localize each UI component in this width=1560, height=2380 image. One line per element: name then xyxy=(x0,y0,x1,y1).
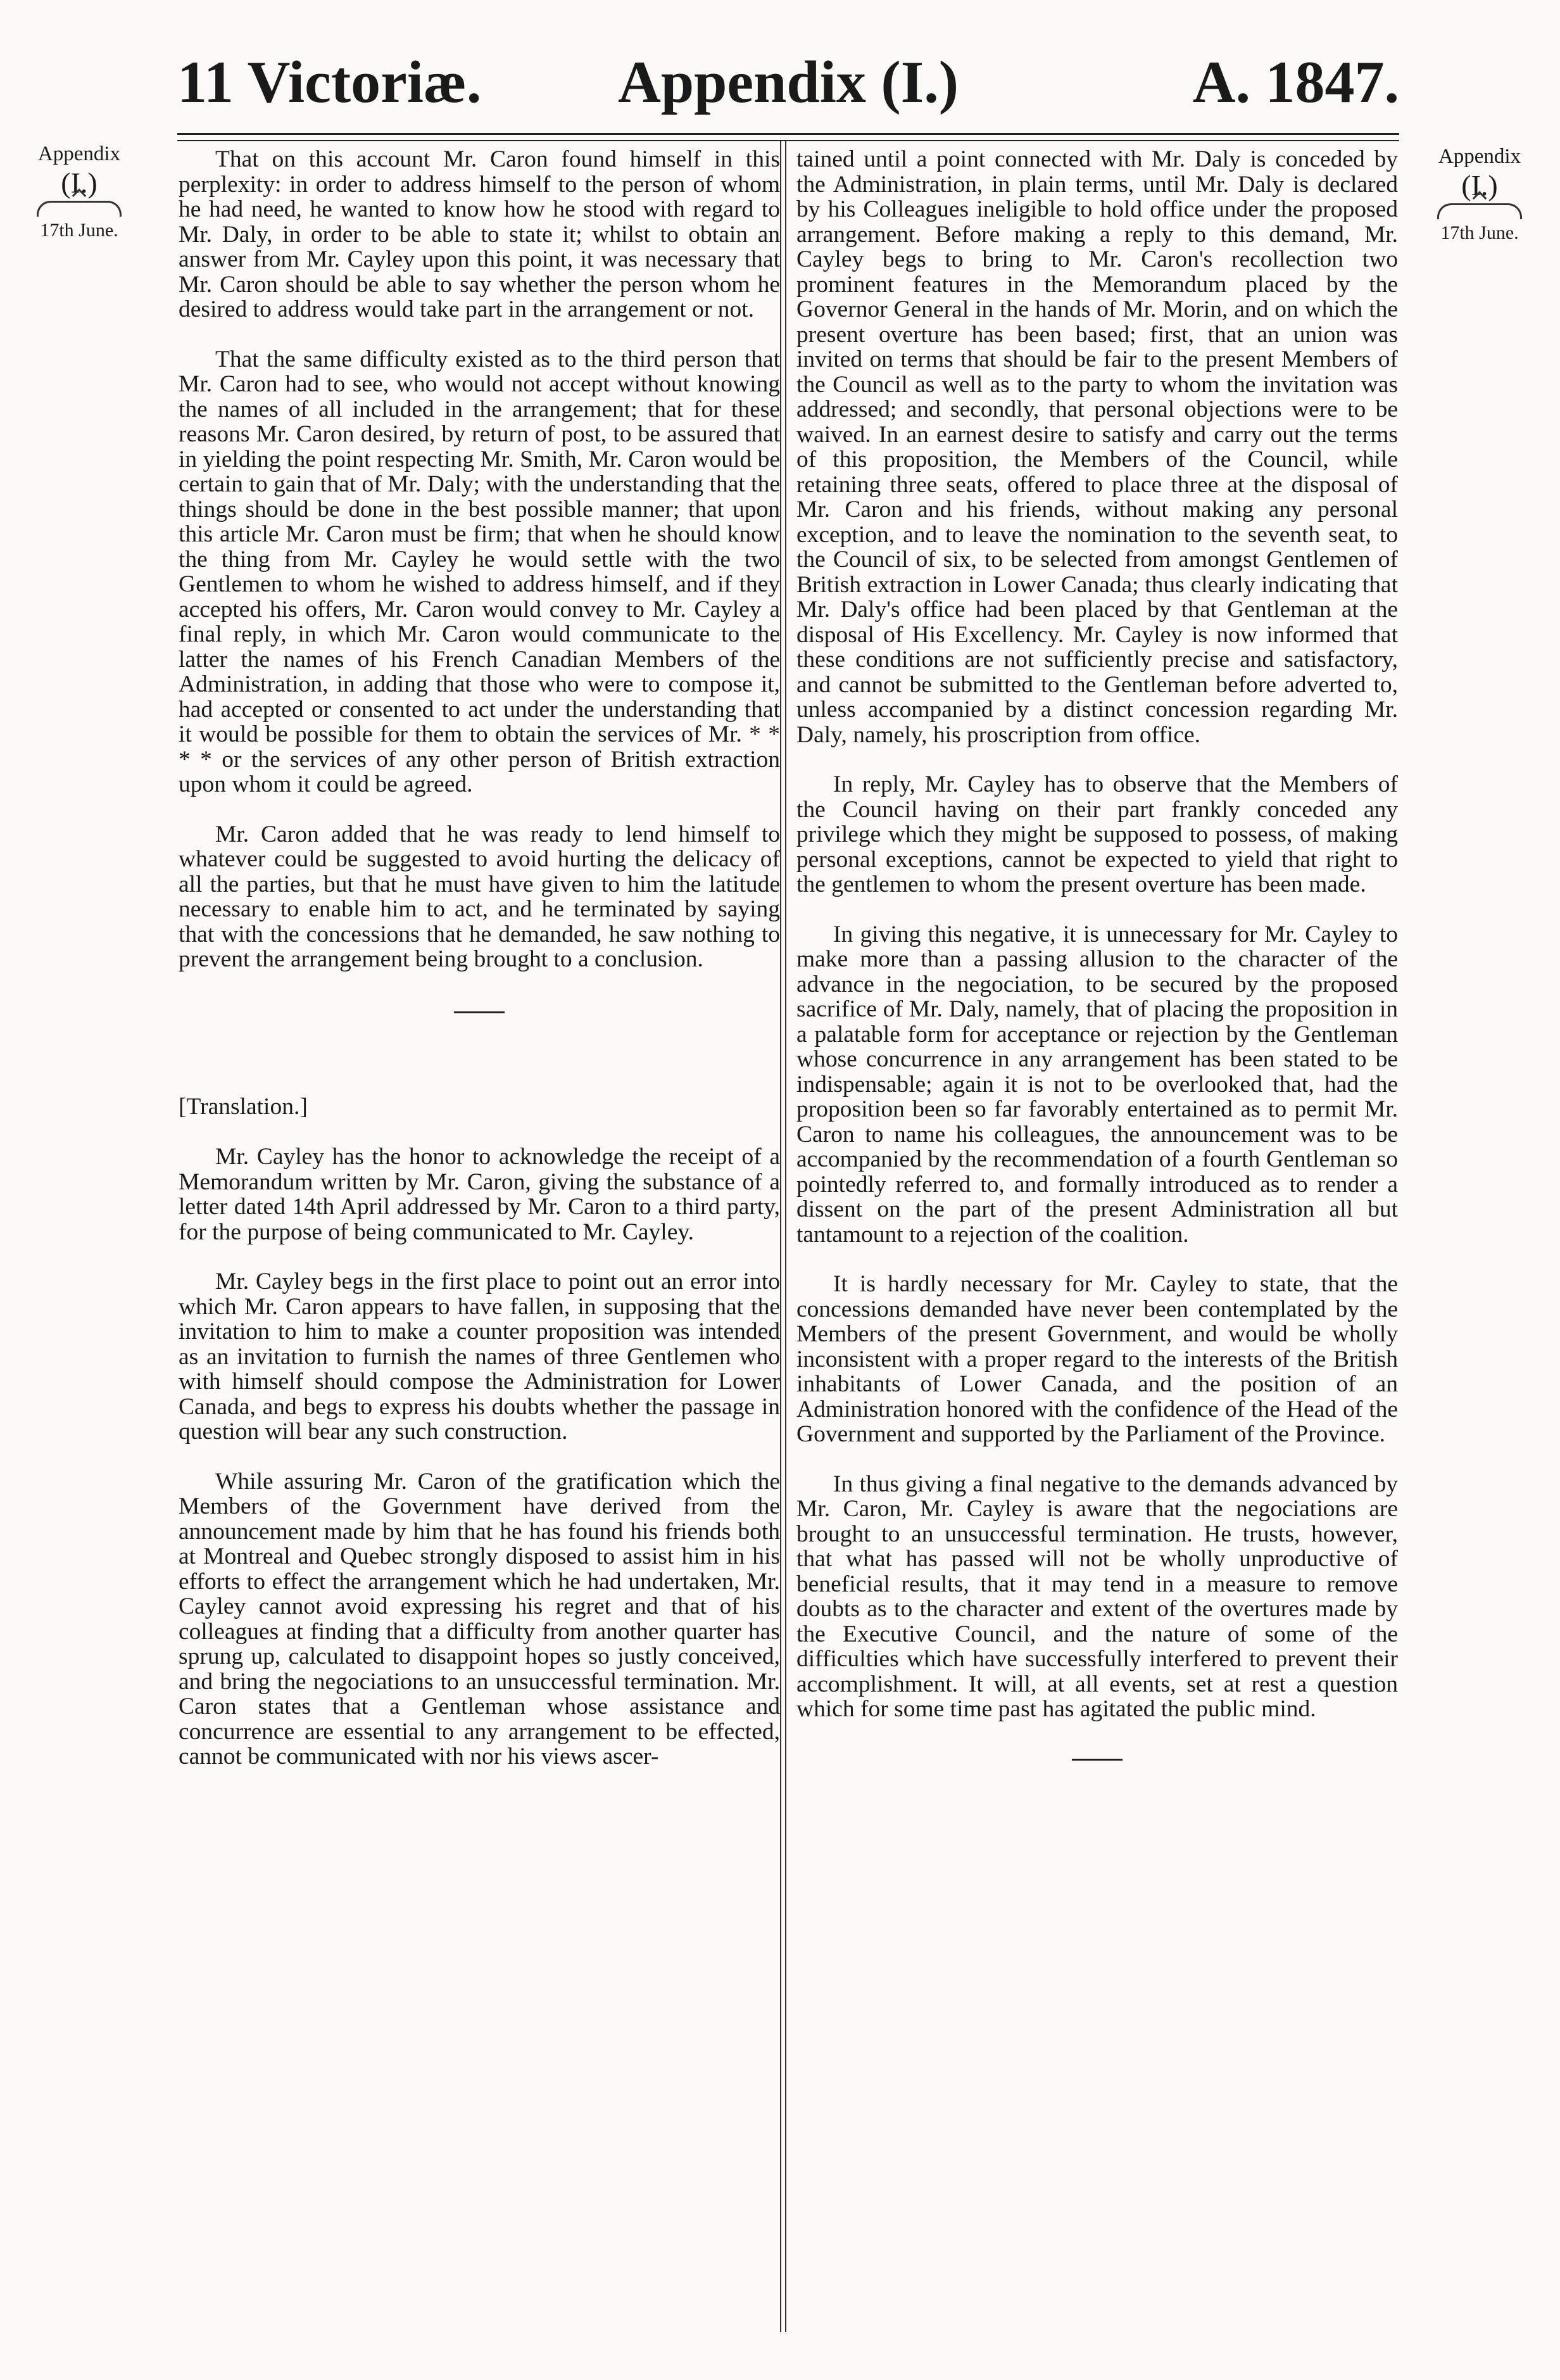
margin-note-label: Appendix xyxy=(37,142,121,165)
paragraph: Mr. Cayley has the honor to acknowledge the receipt of a Memorandum written by Mr. Caron, giving the substance of a letter dated 14th April addressed by Mr. Caron to a third party, for the purpose of being communicated to Mr. Cayley. xyxy=(179,1144,780,1245)
header-year: A. 1847. xyxy=(1192,49,1399,115)
paragraph: In reply, Mr. Cayley has to observe that the Members of the Council having on their part frankly conceded any privilege which they might be supposed to possess, of making personal exceptions, cannot be expected to yield that right to the gentlemen to whom the present overture has been made. xyxy=(796,771,1398,897)
margin-note-date: 17th June. xyxy=(1440,222,1519,243)
margin-note-date: 17th June. xyxy=(40,219,118,241)
margin-note-label: Appendix xyxy=(1438,145,1521,168)
end-separator xyxy=(1072,1759,1123,1761)
translation-label: [Translation.] xyxy=(179,1093,308,1120)
margin-note-number: (I.) xyxy=(1461,168,1498,201)
paragraph: That the same difficulty existed as to the third person that Mr. Caron had to see, who would not accept without knowing the names of all included in the arrangement; that for these reasons Mr. Caron desired, by return of post, to be assured that in yielding the point respecting Mr. Smith, Mr. Caron would be certain to gain that of Mr. Daly; with the understanding that the things should be done in the best possible manner; that upon this article Mr. Caron must be firm; that when he should know the thing from Mr. Cayley he would settle with the two Gentlemen to whom he wished to address himself, and if they accepted his offers, Mr. Caron would convey to Mr. Cayley a final reply, in which Mr. Caron would communicate to the latter the names of his French Canadian Members of the Administration, in adding that those who were to compose it, had accepted or consented to act under the understanding that it would be possible for them to obtain the services of Mr. * * * * or the services of any other person of British extraction upon whom it could be agreed. xyxy=(179,346,780,797)
paragraph: In giving this negative, it is unnecessary for Mr. Cayley to make more than a passing allusion to the character of the advance in the negociation, to be secured by the proposed sacrifice of Mr. Daly, namely, that of placing the proposition in a palatable form for acceptance or rejection by the Gentleman whose concurrence in any arrangement has been stated to be indispensable; again it is not to be overlooked that, had the proposition been so far favorably entertained as to permit Mr. Caron to name his colleagues, the announcement was to be accompanied by the recommendation of a fourth Gentleman so pointedly referred to, and formally introduced as to render a dissent on the part of the present Administration all but tantamount to a rejection of the coalition. xyxy=(796,921,1398,1248)
right-column xyxy=(796,147,1398,1761)
brace-icon xyxy=(37,201,122,217)
brace-icon xyxy=(1437,203,1522,219)
paragraph: That on this account Mr. Caron found himself in this perplexity: in order to address himself to the person of whom he had need, he wanted to know how he stood with regard to Mr. Daly, in order to be able to state it; whilst to obtain an answer from Mr. Cayley upon this point, it was necessary that Mr. Caron should be able to say whether the person whom he desired to address would take part in the arrangement or not. xyxy=(179,146,780,322)
paragraph: tained until a point connected with Mr. Daly is conceded by the Administration, in plain terms, until Mr. Daly is declared by his Colleagues ineligible to hold office under the proposed arrangement. Before making a reply to this demand, Mr. Cayley begs to bring to Mr. Caron's recollection two prominent features in the Memorandum placed by the Governor General in the hands of Mr. Morin, and on which the present overture has been based; first, that an union was invited on terms that should be fair to the present Members of the Council as well as to the party to whom the invitation was addressed; and secondly, that personal objections were to be waived. In an earnest desire to satisfy and carry out the terms of this proposition, the Members of the Council, while retaining three seats, offered to place three at the disposal of Mr. Caron and his friends, without making any personal exception, and to leave the nomination to the seventh seat, to the Council of six, to be selected from amongst Gentlemen of British extraction in Lower Canada; thus clearly indicating that Mr. Daly's office had been placed by that Gentleman at the disposal of His Excellency. Mr. Cayley is now informed that these conditions are not sufficiently precise and satisfactory, and cannot be submitted to the Gentleman before adverted to, unless accompanied by a distinct concession regarding Mr. Daly, namely, his proscription from office. xyxy=(796,146,1398,748)
paragraph: Mr. Caron added that he was ready to lend himself to whatever could be suggested to avoid hurting the delicacy of all the parties, but that he must have given to him the latitude necessary to enable him to act, and he terminated by saying that with the concessions that he demanded, he saw nothing to prevent the arrangement being brought to a conclusion. xyxy=(179,821,780,972)
column-divider xyxy=(780,141,786,2332)
paragraph: In thus giving a final negative to the demands advanced by Mr. Caron, Mr. Cayley is aware that the negociations are brought to an unsuccessful termination. He trusts, however, that what has passed will not be wholly unproductive of beneficial results, that it may tend in a measure to remove doubts as to the character and extent of the overtures made by the Executive Council, and the nature of some of the difficulties which have successfully interfered to prevent their accomplishment. It will, at all events, set at rest a question which for some time past has agitated the public mind. xyxy=(796,1471,1398,1722)
paragraph: It is hardly necessary for Mr. Cayley to state, that the concessions demanded have never been contemplated by the Members of the present Government, and would be wholly inconsistent with a proper regard to the interests of the British inhabitants of Lower Canada, and the position of an Administration honored with the confidence of the Head of the Government and supported by the Parliament of the Province. xyxy=(796,1271,1398,1447)
section-separator xyxy=(454,1011,505,1013)
header-appendix: Appendix (I.) xyxy=(617,49,959,115)
paragraph: Mr. Cayley begs in the first place to point out an error into which Mr. Caron appears to have fallen, in supposing that the invitation to him to make a counter proposition was intended as an invitation to furnish the names of three Gentlemen who with himself should compose the Administration for Lower Canada, and begs to express his doubts whether the passage in question will bear any such construction. xyxy=(179,1269,780,1445)
header-session: 11 Victoriæ. xyxy=(177,49,482,115)
page-header xyxy=(177,44,1399,120)
header-rule xyxy=(177,133,1399,141)
left-column xyxy=(179,147,780,1794)
margin-note-number: (I.) xyxy=(61,166,98,199)
margin-note-right xyxy=(1432,146,1527,243)
paragraph: While assuring Mr. Caron of the gratification which the Members of the Government have derived from the announcement made by him that he has found his friends both at Montreal and Quebec strongly disposed to assist him in his efforts to effect the arrangement which he had undertaken, Mr. Cayley cannot avoid expressing his regret and that of his colleagues at finding that a difficulty from another quarter has sprung up, calculated to disappoint hopes so justly conceived, and bring the negociations to an unsuccessful termination. Mr. Caron states that a Gentleman whose assistance and concurrence are essential to any arrangement to be effected, cannot be communicated with nor his views ascer- xyxy=(179,1468,780,1769)
margin-note-left xyxy=(32,143,127,240)
